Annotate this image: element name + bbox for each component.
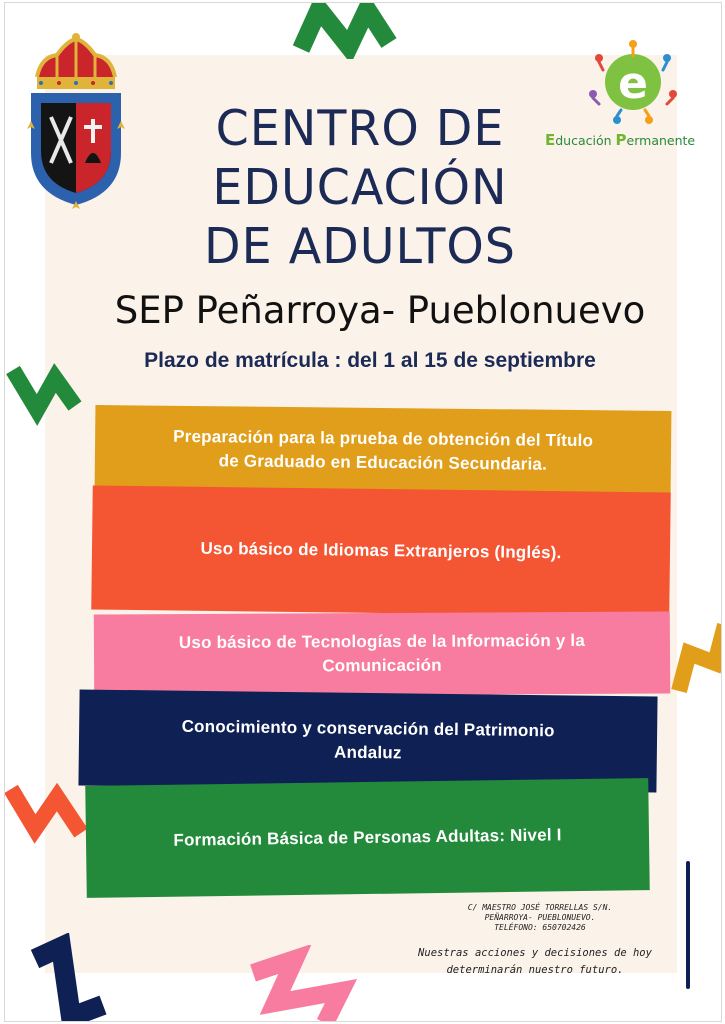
course-2-line-1: Uso básico de Idiomas Extranjeros (Inglés). [200,538,562,563]
course-4-line-2: Andaluz [333,742,402,763]
course-band-idiomas [91,485,670,616]
enrollment-period: Plazo de matrícula : del 1 al 15 de septiembre [144,349,596,372]
poster [4,2,722,1022]
course-band-secundaria [95,405,672,497]
zigzag-left-orange [5,771,87,845]
svg-text:e: e [618,58,648,109]
address-phone: TELÉFONO: 650702426 [494,923,586,932]
course-band-tecnologias [94,611,670,696]
address-line-1: C/ MAESTRO JOSÉ TORRELLAS S/N. [467,903,613,912]
course-band-patrimonio [78,689,657,792]
coat-of-arms-icon [27,33,125,209]
quote-line-2: determinarán nuestro futuro. [446,964,624,976]
poster-title [132,99,588,276]
logo-word-educacion: ducación [555,133,616,148]
quote-line-1: Nuestras acciones y decisiones de hoy [418,947,652,959]
logo-word-permanente: ermanente [626,133,696,148]
zigzag-top-green [293,3,397,59]
poster-subtitle: SEP Peñarroya- Pueblonuevo [114,289,646,332]
contact-address [425,903,655,933]
title-line-1: CENTRO DE [215,100,505,157]
logo-initial-e: E [545,131,556,149]
zigzag-bottom-navy [27,933,113,1022]
address-line-2: PEÑARROYA- PUEBLONUEVO. [484,913,596,922]
course-3-line-1: Uso básico de Tecnologías de la Información y la [178,630,586,653]
zigzag-bottom-pink [245,945,357,1022]
course-band-formacion-basica [85,778,650,898]
course-3-line-2: Comunicación [322,655,442,676]
motto-quote [390,945,680,979]
decorative-vertical-line [686,861,690,989]
title-line-2: EDUCACIÓN [212,159,508,216]
course-4-line-1: Conocimiento y conservación del Patrimonio [181,716,555,741]
course-5-line-1: Formación Básica de Personas Adultas: Nivel I [173,825,562,850]
course-1-line-1: Preparación para la prueba de obtención del Título [173,426,594,451]
educacion-permanente-logo-icon [587,36,679,128]
title-line-3: DE ADULTOS [204,218,516,275]
course-1-line-2: de Graduado en Educación Secundaria. [218,451,548,474]
logo-initial-p: P [615,131,627,149]
zigzag-right-mustard [669,615,722,699]
